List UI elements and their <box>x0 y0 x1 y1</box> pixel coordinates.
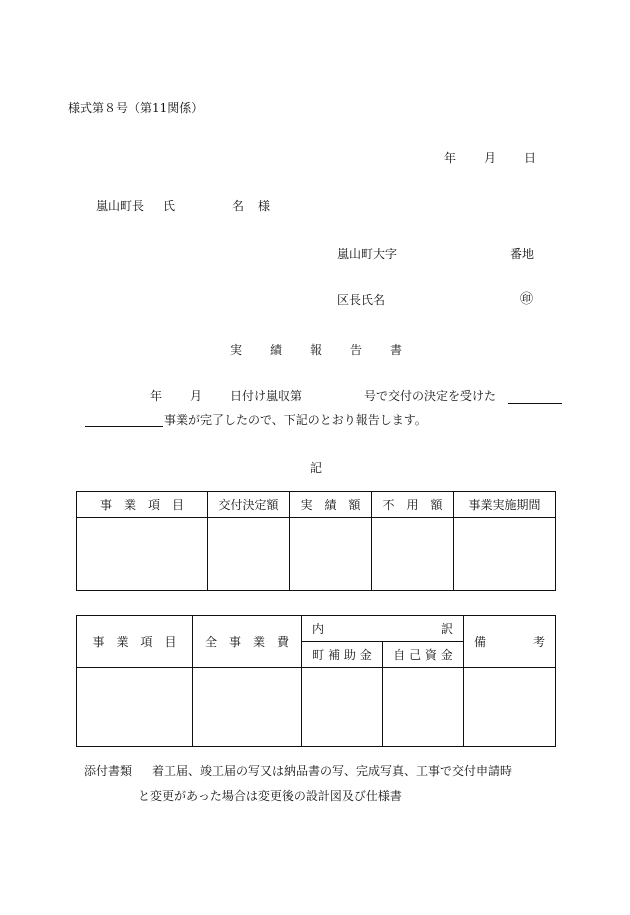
date-month: 月 <box>484 151 497 165</box>
biko-label-1: 備 <box>474 635 487 649</box>
cell-jisseki <box>290 518 372 591</box>
cell-jigyo-komoku <box>77 518 208 591</box>
body-date-ref: 日付け嵐収第 <box>230 389 303 403</box>
form-id: 様式第８号（第11関係） <box>68 101 204 115</box>
doc-title-5: 書 <box>390 343 403 357</box>
t2-cell-jigyo <box>77 668 193 747</box>
body-line2: 事業が完了したので、下記のとおり報告します。 <box>164 413 427 427</box>
breakdown-table <box>76 615 556 747</box>
t2-header-biko <box>464 616 556 668</box>
t2-cell-jikoshikin <box>383 668 464 747</box>
t2-cell-zenjigyohi <box>193 668 302 747</box>
blank-line-2 <box>85 414 163 427</box>
attachments-line2: と変更があった場合は変更後の設計図及び仕様書 <box>138 789 402 803</box>
body-month: 月 <box>190 389 203 403</box>
cell-kofu-kettei <box>208 518 290 591</box>
attachments-line1: 着工届、竣工届の写又は納品書の写、完成写真、工事で交付申請時 <box>152 764 513 778</box>
blank-line-1 <box>508 391 562 404</box>
header-kikan: 事業実施期間 <box>454 492 556 518</box>
doc-title-4: 告 <box>350 343 363 357</box>
header-jigyo-komoku: 事 業 項 目 <box>77 492 208 518</box>
biko-label-2: 考 <box>532 635 545 649</box>
header-jisseki: 実 績 額 <box>290 492 372 518</box>
header-kofu-kettei: 交付決定額 <box>208 492 290 518</box>
addressee-shi: 氏 <box>163 199 176 213</box>
attachments-label: 添付書類 <box>84 764 133 778</box>
t2-header-zenjigyohi: 全 事 業 費 <box>193 616 302 668</box>
t2-header-jikoshikin: 自 己 資 金 <box>383 642 464 668</box>
body-year: 年 <box>150 389 163 403</box>
header-fuyo: 不 用 額 <box>372 492 454 518</box>
doc-title-2: 績 <box>270 343 283 357</box>
date-day: 日 <box>524 151 537 165</box>
addressee-title: 嵐山町長 <box>96 199 145 213</box>
addressee-name: 名 <box>232 199 245 213</box>
ki-label: 記 <box>310 461 323 475</box>
cell-fuyo <box>372 518 454 591</box>
doc-title-3: 報 <box>310 343 323 357</box>
wake-label: 訳 <box>440 622 453 636</box>
addressee-sama: 様 <box>258 199 271 213</box>
seal-mark: ㊞ <box>520 292 534 307</box>
doc-title-1: 実 <box>230 343 243 357</box>
t2-header-jigyo: 事 業 項 目 <box>77 616 193 668</box>
date-year: 年 <box>444 151 457 165</box>
sender-name-label: 区長氏名 <box>337 293 386 307</box>
t2-header-uchiwake <box>302 616 464 642</box>
t2-header-hojokin: 町 補 助 金 <box>302 642 383 668</box>
body-middle: 号で交付の決定を受けた <box>364 389 497 403</box>
cell-kikan <box>454 518 556 591</box>
t2-cell-biko <box>464 668 556 747</box>
results-table <box>76 491 556 591</box>
sender-banchi: 番地 <box>510 247 535 261</box>
sender-address-label: 嵐山町大字 <box>337 247 398 261</box>
uchi-label: 内 <box>312 622 325 636</box>
t2-cell-hojokin <box>302 668 383 747</box>
